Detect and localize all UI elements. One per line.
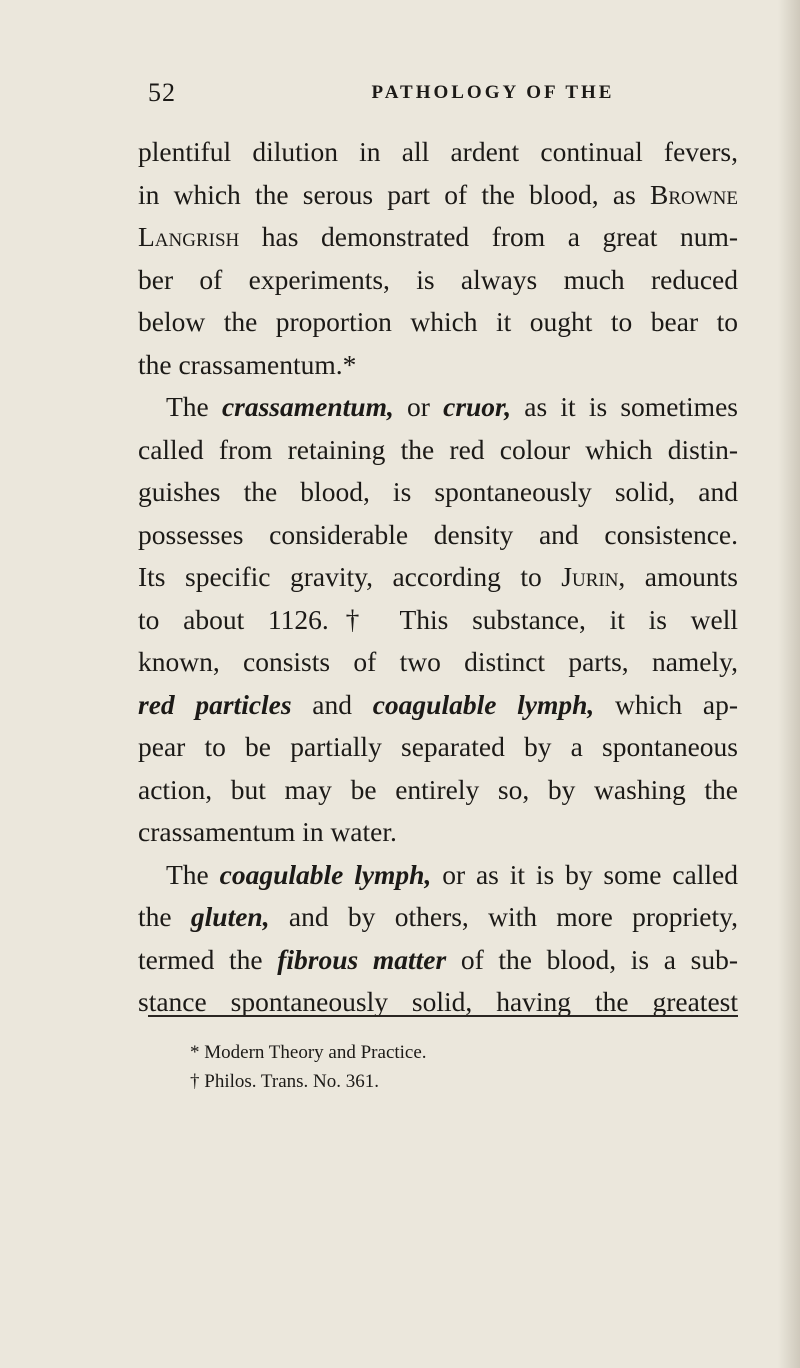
- text-line: possesses considerable density and consistence.: [138, 518, 738, 550]
- italic-term: red particles: [138, 688, 292, 720]
- text-line: crassamentum in water.: [138, 816, 397, 847]
- text-line: called from retaining the red colour which distin-: [138, 433, 738, 465]
- text-line: termed the fibrous matter of the blood, is a sub-: [138, 943, 738, 975]
- author-name: Langrish: [138, 221, 240, 252]
- footnote: † Philos. Trans. No. 361.: [190, 1071, 379, 1092]
- italic-term: cruor,: [443, 391, 512, 422]
- text-line: plentiful dilution in all ardent continual fevers,: [138, 136, 738, 167]
- text-line: below the proportion which it ought to bear to: [138, 306, 738, 337]
- text-line: Its specific gravity, according to Jurin, amounts: [138, 561, 738, 592]
- italic-term: gluten,: [190, 901, 270, 932]
- text-line: stance spontaneously solid, having the greatest: [138, 986, 738, 1017]
- text-line: The crassamentum, or cruor, as it is sometimes: [166, 391, 738, 422]
- author-name: Browne: [650, 178, 738, 210]
- running-head: PATHOLOGY OF THE: [371, 82, 615, 103]
- text-line: Langrish has demonstrated from a great num-: [138, 221, 738, 252]
- author-name: Jurin,: [561, 561, 626, 592]
- body-text: [138, 131, 738, 1024]
- page-number: 52: [148, 78, 176, 107]
- footnote: * Modern Theory and Practice.: [190, 1042, 427, 1063]
- text-line: red particles and coagulable lymph, which ap-: [138, 688, 738, 720]
- italic-term: crassamentum,: [221, 391, 394, 422]
- text-line: the gluten, and by others, with more propriety,: [138, 901, 738, 932]
- italic-term: fibrous matter: [277, 943, 447, 975]
- page-header: [148, 78, 738, 108]
- footnote-rule: [148, 1015, 738, 1017]
- text-line: ber of experiments, is always much reduced: [138, 263, 738, 295]
- text-line: in which the serous part of the blood, as Browne: [138, 178, 738, 210]
- italic-term: coagulable lymph,: [372, 688, 595, 720]
- text-line: the crassamentum.*: [138, 348, 357, 380]
- footnotes: [190, 1038, 710, 1096]
- text-line: The coagulable lymph, or as it is by some called: [166, 858, 738, 890]
- text-line: known, consists of two distinct parts, namely,: [138, 646, 738, 677]
- italic-term: coagulable lymph,: [219, 858, 432, 890]
- text-line: pear to be partially separated by a spontaneous: [138, 731, 738, 762]
- text-line: action, but may be entirely so, by washing the: [138, 773, 738, 805]
- text-line: to about 1126.† This substance, it is well: [138, 603, 738, 635]
- page-edge-shadow: [778, 0, 800, 1368]
- text-line: guishes the blood, is spontaneously solid, and: [138, 476, 738, 507]
